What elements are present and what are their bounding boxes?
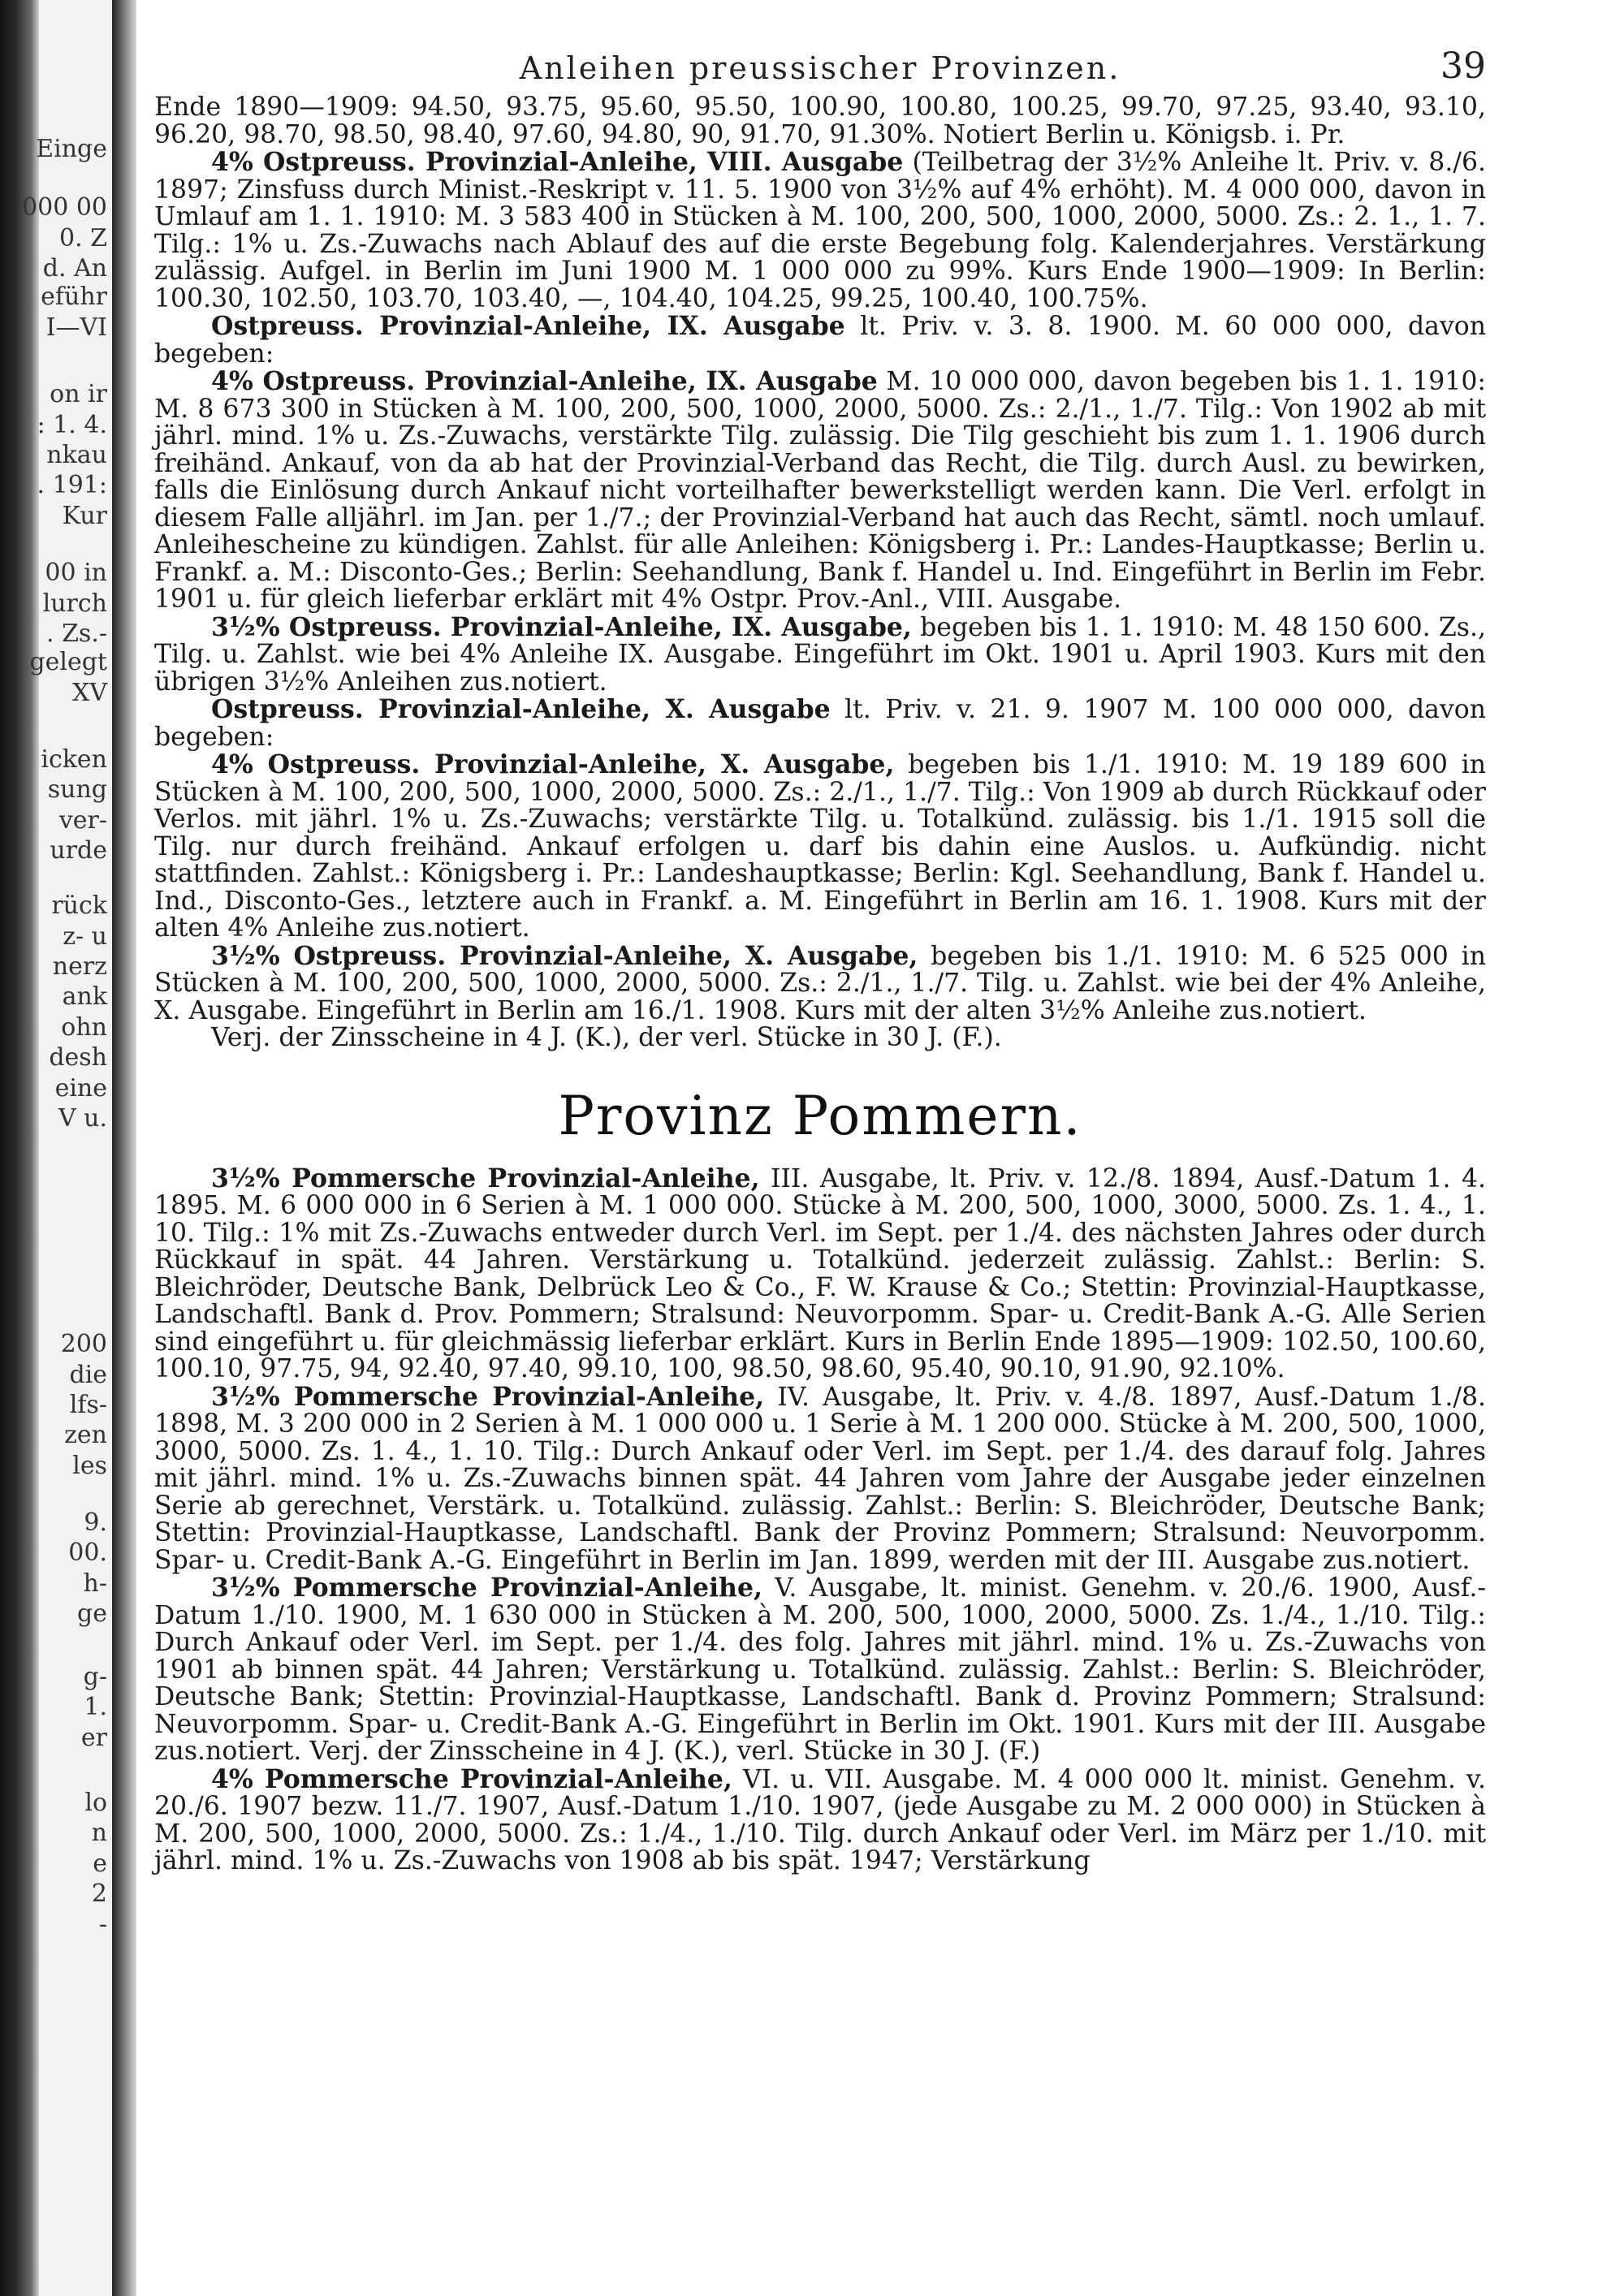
prev-page-text-fragment: 1. — [84, 1693, 107, 1721]
pommern-iv-entry — [154, 1383, 1486, 1575]
prev-page-text-fragment: nkau — [46, 441, 107, 469]
price-history-paragraph: Ende 1890—1909: 94.50, 93.75, 95.60, 95.50, 100.90, 100.80, 100.25, 99.70, 97.25, 93.40, 93.10, 96.20, 98.70, 98.50, 98.40, 97.60, 94.80, 90, 91.70, 91.30%. Notiert Berlin u. Königsb. i. Pr. — [154, 93, 1486, 149]
prev-page-text-fragment: g- — [83, 1663, 107, 1691]
prev-page-text-fragment: sung — [47, 775, 107, 804]
prev-page-text-fragment: gelegt — [29, 648, 107, 676]
prev-page-text-fragment: n — [91, 1819, 107, 1847]
previous-page-fragment — [22, 0, 112, 2296]
prev-page-text-fragment: nerz — [52, 952, 107, 981]
entry-heading: 4% Pommersche Provinzial-Anleihe, — [211, 1763, 732, 1794]
ostpreuss-ix-entry — [154, 313, 1486, 368]
prev-page-text-fragment: e — [93, 1849, 107, 1878]
prev-page-text-fragment: urde — [50, 836, 107, 865]
entry-text: IV. Ausgabe, lt. Priv. v. 4./8. 1897, Ausf.-Datum 1./8. 1898, M. 3 200 000 in 2 Serien à M. 1 000 000 u. 1 Serie à M. 1 200 000. Stücke à M. 200, 500, 1000, 3000, 5000. Zs. 1. 4., 1. 10. Tilg.: Durch Ankauf oder Verl. im Sept. per 1./4. des darauf folg. Jahres mit jährl. mind. 1% u. Zs.-Zuwachs binnen spät. 44 Jahren vom Jahre der Ausgabe jeder einzelnen Serie ab gerechnet, Verstärk. u. Totalkünd. zulässig. Zahlst.: Berlin: S. Bleichröder, Deutsche Bank; Stettin: Provinzial-Hauptkasse, Landschaftl. Bank der Provinz Pommern; Stralsund: Neuvorpomm. Spar- u. Credit-Bank A.-G. Eingeführt in Berlin im Jan. 1899, werden mit der III. Ausgabe zus.notiert. — [154, 1382, 1486, 1575]
entry-heading: 4% Ostpreuss. Provinzial-Anleihe, X. Ausgabe, — [211, 749, 895, 779]
prev-page-text-fragment: - — [98, 1910, 107, 1939]
prev-page-text-fragment: er — [80, 1724, 107, 1752]
prev-page-text-fragment: die — [69, 1361, 107, 1389]
ostpreuss-x-3half-entry — [154, 940, 1486, 1025]
entry-text: begeben bis 1./1. 1910: M. 19 189 600 in Stücken à M. 100, 200, 500, 1000, 2000, 5000. Zs.: 2./1., 1./7. Tilg.: Von 1909 ab durch Rückkauf oder Verlos. mit jährl. 1% u. Zs.-Zuwachs; verstärkte Tilg. u. Totalkünd. zulässig. bis 1./1. 1915 soll die Tilg. nur durch freihänd. Ankauf erfolgen u. darf bis dahin eine Auslos. u. Aufkündig. nicht stattfinden. Zahlst.: Königsberg i. Pr.: Landeshauptkasse; Berlin: Kgl. Seehandlung, Bank f. Handel u. Ind., Disconto-Ges., letztere auch in Frankf. a. M. Eingeführt in Berlin am 16. 1. 1908. Kurs mit der alten 4% Anleihe zus.notiert. — [154, 750, 1487, 943]
prev-page-text-fragment: 200 — [60, 1330, 107, 1358]
prev-page-text-fragment: z- u — [63, 922, 107, 951]
entry-heading: 4% Ostpreuss. Provinzial-Anleihe, VIII. Ausgabe — [211, 147, 904, 177]
prev-page-text-fragment: lurch — [42, 589, 107, 618]
prev-page-text-fragment: eführ — [41, 283, 107, 311]
prev-page-text-fragment: 2 — [91, 1880, 107, 1908]
prev-page-text-fragment: V u. — [58, 1104, 107, 1133]
entry-heading: 3½% Pommersche Provinzial-Anleihe, — [211, 1573, 762, 1603]
entry-text: begeben bis 1./1. 1910: M. 6 525 000 in Stücken à M. 100, 200, 500, 1000, 2000, 5000. Zs.: 2./1., 1./7. Tilg. u. Zahlst. wie bei der 4% Anleihe, X. Ausgabe. Eingeführt in Berlin am 16./1. 1908. Kurs mit der alten 3½% Anleihe zus.notiert. — [154, 941, 1486, 1025]
ostpreuss-viii-entry — [154, 149, 1486, 313]
prev-page-text-fragment: d. An — [42, 254, 107, 283]
entry-text: lt. Priv. v. 21. 9. 1907 M. 100 000 000, davon begeben: — [154, 695, 1486, 752]
prev-page-text-fragment: 9. — [84, 1508, 107, 1537]
ostpreuss-x-entry — [154, 696, 1486, 751]
entry-text: lt. Priv. v. 3. 8. 1900. M. 60 000 000, davon begeben: — [154, 312, 1486, 369]
prev-page-text-fragment: 00 in — [45, 559, 107, 587]
prev-page-text-fragment: lfs- — [69, 1391, 107, 1419]
entry-heading: Ostpreuss. Provinzial-Anleihe, X. Ausgabe — [211, 694, 831, 724]
entry-heading: Ostpreuss. Provinzial-Anleihe, IX. Ausgabe — [211, 311, 845, 341]
prev-page-text-fragment: 00. — [68, 1539, 107, 1567]
entry-text: VI. u. VII. Ausgabe. M. 4 000 000 lt. minist. Genehm. v. 20./6. 1907 bezw. 11./7. 1907, Ausf.-Datum 1./10. 1907, (jede Ausgabe zu M. 2 000 000) in Stücken à M. 200, 500, 1000, 2000, 5000. Zs.: 1./4., 1./10. Tilg. durch Ankauf oder Verl. im März per 1./10. mit jährl. mind. 1% u. Zs.-Zuwachs von 1908 ab bis spät. 1947; Verstärkung — [154, 1764, 1486, 1875]
page-number: 39 — [1440, 45, 1486, 87]
running-head-title: Anleihen preussischer Provinzen. — [519, 50, 1121, 86]
entry-heading: 3½% Pommersche Provinzial-Anleihe, — [211, 1381, 765, 1412]
page-content — [154, 45, 1486, 1875]
ostpreuss-x-4pct-entry — [154, 751, 1486, 943]
prev-page-text-fragment: : 1. 4. — [37, 411, 107, 439]
prev-page-text-fragment: ver- — [58, 806, 107, 835]
entry-heading: 3½% Ostpreuss. Provinzial-Anleihe, IX. Ausgabe, — [211, 611, 912, 642]
entry-heading: 3½% Ostpreuss. Provinzial-Anleihe, X. Ausgabe, — [211, 940, 918, 971]
prev-page-text-fragment: . Zs.- — [46, 619, 107, 648]
ostpreuss-ix-4pct-entry — [154, 368, 1486, 614]
prev-page-text-fragment: desh — [49, 1043, 107, 1072]
prev-page-text-fragment: les — [72, 1452, 107, 1480]
prescription-note: Verj. der Zinsscheine in 4 J. (K.), der verl. Stücke in 30 J. (F.). — [211, 1023, 1002, 1052]
prev-page-text-fragment: zen — [64, 1421, 107, 1449]
prev-page-text-fragment: Kur — [62, 502, 107, 530]
running-head — [154, 45, 1486, 94]
entry-text: V. Ausgabe, lt. minist. Genehm. v. 20./6. 1900, Ausf.-Datum 1./10. 1900, M. 1 630 000 in Stücken à M. 200, 500, 1000, 2000, 5000. Zs. 1./4., 1./10. Tilg.: Durch Ankauf oder Verl. im Sept. per 1./4. des folg. Jahres mit jährl. mind. 1% u. Zs.-Zuwachs von 1901 ab binnen spät. 44 Jahren; Verstärkung u. Totalkünd. zulässig. Zahlst.: Berlin: S. Bleichröder, Deutsche Bank; Stettin: Provinzial-Hauptkasse, Landschaftl. Bank d. Provinz Pommern; Stralsund: Neuvorpomm. Spar- u. Credit-Bank A.-G. Eingeführt in Berlin im Okt. 1901. Kurs mit der III. Ausgabe zus.notiert. Verj. der Zinsscheine in 4 J. (K.), verl. Stücke in 30 J. (F.) — [154, 1573, 1486, 1766]
section-heading: Provinz Pommern. — [558, 1084, 1082, 1147]
prev-page-text-fragment: rück — [51, 891, 107, 920]
prev-page-text-fragment: I—VI — [45, 313, 107, 342]
entry-text: (Teilbetrag der 3½% Anleihe lt. Priv. v. 8./6. 1897; Zinsfuss durch Minist.-Reskript v. 11. 5. 1900 von 3½% auf 4% erhöht). M. 4 000 000, davon in Umlauf am 1. 1. 1910: M. 3 583 400 in Stücken à M. 100, 200, 500, 1000, 2000, 5000. Zs.: 2. 1., 1. 7. Tilg.: 1% u. Zs.-Zuwachs nach Ablauf des auf die erste Begebung folg. Kalenderjahres. Verstärkung zulässig. Aufgel. in Berlin im Juni 1900 M. 1 000 000 zu 99%. Kurs Ende 1900—1909: In Berlin: 100.30, 102.50, 103.70, 103.40, —, 104.40, 104.25, 99.25, 100.40, 100.75%. — [154, 148, 1486, 313]
entry-heading: 4% Ostpreuss. Provinzial-Anleihe, IX. Ausgabe — [211, 366, 878, 396]
prev-page-text-fragment: icken — [41, 745, 107, 774]
prev-page-text-fragment: ank — [62, 982, 107, 1011]
prev-page-text-fragment: 0. Z — [58, 224, 107, 252]
entry-text: begeben bis 1. 1. 1910: M. 48 150 600. Zs., Tilg. u. Zahlst. wie bei 4% Anleihe IX. Ausgabe. Eingeführt im Okt. 1901 u. April 1903. Kurs mit den übrigen 3½% Anleihen zus.notiert. — [154, 612, 1486, 697]
entry-text: M. 10 000 000, davon begeben bis 1. 1. 1910: M. 8 673 300 in Stücken à M. 100, 200, 500, 1000, 2000, 5000. Zs.: 2./1., 1./7. Tilg.: Von 1902 ab mit jährl. mind. 1% u. Zs.-Zuwachs, verstärkte Tilg. zulässig. Die Tilg geschieht bis zum 1. 1. 1906 durch freihänd. Ankauf, von da ab hat der Provinzial-Verband das Recht, die Tilg. durch Ausl. zu bewirken, falls die Einlösung durch Ankauf nicht vorteilhafter bewerkstelligt werden kann. Die Verl. erfolgt in diesem Falle alljährl. im Jan. per 1./7.; der Provinzial-Verband hat auch das Recht, sämtl. noch umlauf. Anleihescheine zu kündigen. Zahlst. für alle Anleihen: Königsberg i. Pr.: Landes-Hauptkasse; Berlin u. Frankf. a. M.: Disconto-Ges.; Berlin: Seehandlung, Bank f. Handel u. Ind. Eingeführt in Berlin im Febr. 1901 u. für gleich lieferbar erklärt mit 4% Ostpr. Prov.-Anl., VIII. Ausgabe. — [154, 367, 1486, 614]
ostpreuss-ix-3half-entry — [154, 611, 1486, 697]
page-gutter — [112, 0, 136, 2296]
prev-page-text-fragment: . 191: — [37, 471, 107, 499]
prev-page-text-fragment: ge — [77, 1599, 107, 1628]
entry-text: III. Ausgabe, lt. Priv. v. 12./8. 1894, Ausf.-Datum 1. 4. 1895. M. 6 000 000 in 6 Serien à M. 1 000 000. Stücke à M. 200, 500, 1000, 3000, 5000. Zs. 1. 4., 1. 10. Tilg.: 1% mit Zs.-Zuwachs entweder durch Verl. im Sept. per 1./4. des nächsten Jahres oder durch Rückkauf in spät. 44 Jahren. Verstärkung u. Totalkünd. jederzeit zulässig. Zahlst.: Berlin: S. Bleichröder, Deutsche Bank, Delbrück Leo & Co., F. W. Krause & Co.; Stettin: Provinzial-Hauptkasse, Landschaftl. Bank d. Prov. Pommern; Stralsund: Neuvorpomm. Spar- u. Credit-Bank A.-G. Alle Serien sind eingeführt u. für gleichmässig lieferbar erklärt. Kurs in Berlin Ende 1895—1909: 102.50, 100.60, 100.10, 97.75, 94, 92.40, 97.40, 99.10, 100, 98.50, 98.60, 95.40, 90.10, 91.90, 92.10%. — [154, 1163, 1486, 1383]
prev-page-text-fragment: XV — [71, 679, 107, 707]
prev-page-text-fragment: on ir — [50, 380, 107, 408]
prev-page-text-fragment: lo — [84, 1789, 107, 1817]
prev-page-text-fragment: ohn — [61, 1013, 107, 1042]
prev-page-text-fragment: Einge — [36, 135, 107, 163]
prev-page-text-fragment: h- — [83, 1569, 107, 1598]
prev-page-text-fragment: eine — [54, 1074, 107, 1103]
entry-heading: 3½% Pommersche Provinzial-Anleihe, — [211, 1163, 760, 1193]
pommern-v-entry — [154, 1574, 1486, 1766]
pommern-iii-entry — [154, 1165, 1486, 1383]
pommern-vi-vii-entry — [154, 1763, 1486, 1875]
prev-page-text-fragment: 000 00 — [22, 193, 107, 222]
scan-binding-edge — [0, 0, 39, 2296]
